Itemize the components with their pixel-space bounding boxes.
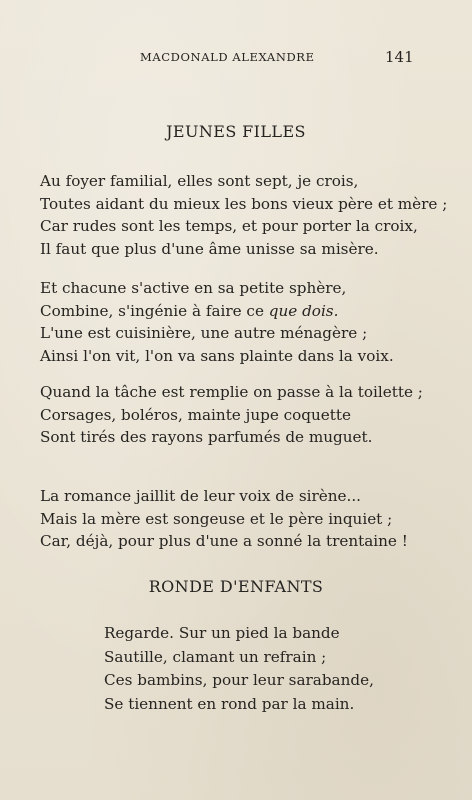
italic-phrase: que dois. (268, 301, 339, 320)
poem-title: JEUNES FILLES (166, 122, 306, 141)
verse-line: Mais la mère est songeuse et le père inquiet ; (40, 509, 393, 528)
poem-title: RONDE D'ENFANTS (148, 577, 324, 596)
verse-line: Ces bambins, pour leur sarabande, (104, 671, 374, 689)
verse-line: Car rudes sont les temps, et pour porter la croix, (40, 217, 418, 236)
poem-stanza (40, 277, 394, 368)
running-header (0, 50, 472, 70)
verse-line: Il faut que plus d'une âme unisse sa misère. (40, 240, 379, 259)
poem-stanza (40, 381, 423, 449)
verse-line-with-italic (40, 300, 394, 323)
verse-line: Sont tirés des rayons parfumés de muguet. (40, 428, 373, 447)
running-header-author: MACDONALD ALEXANDRE (140, 50, 315, 64)
verse-line: Ainsi l'on vit, l'on va sans plainte dans la voix. (40, 347, 394, 366)
verse-line: Sautille, clamant un refrain ; (104, 647, 327, 666)
verse-line: L'une est cuisinière, une autre ménagère ; (40, 324, 368, 343)
verse-line: Au foyer familial, elles sont sept, je crois, (40, 172, 359, 190)
page-number: 141 (385, 48, 414, 66)
verse-line: La romance jaillit de leur voix de sirène... (40, 487, 361, 505)
verse-line: Regarde. Sur un pied la bande (104, 624, 340, 642)
poem-stanza (104, 622, 374, 716)
verse-line: Et chacune s'active en sa petite sphère, (40, 279, 347, 297)
verse-line: Quand la tâche est remplie on passe à la toilette ; (40, 383, 423, 401)
verse-line-text: Combine, s'ingénie à faire ce (40, 301, 269, 320)
poem-stanza (40, 170, 447, 261)
verse-line: Corsages, boléros, mainte jupe coquette (40, 405, 351, 424)
verse-line: Toutes aidant du mieux les bons vieux père et mère ; (40, 194, 448, 213)
verse-line: Se tiennent en rond par la main. (104, 694, 355, 713)
poem-stanza (40, 485, 408, 553)
verse-line: Car, déjà, pour plus d'une a sonné la trentaine ! (40, 532, 408, 551)
